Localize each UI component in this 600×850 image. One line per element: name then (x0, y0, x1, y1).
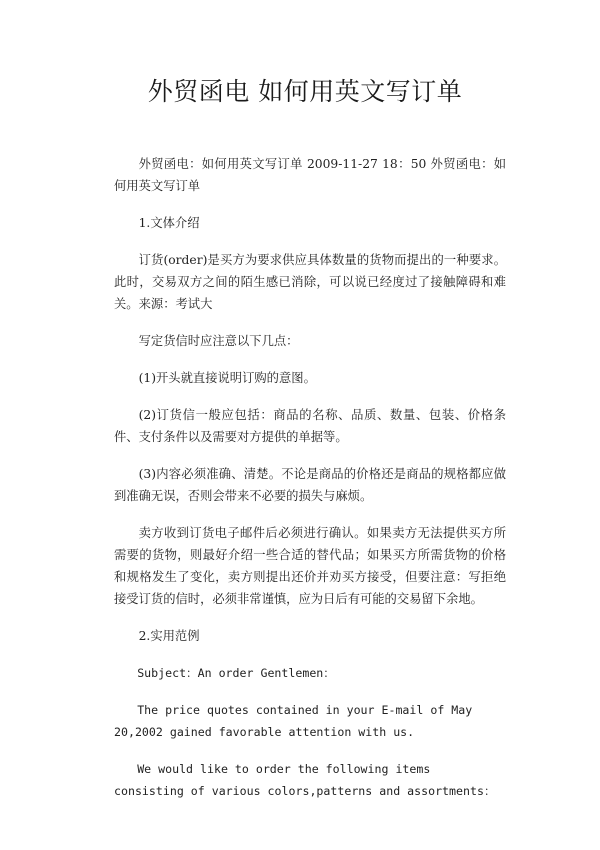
document-title: 外贸函电 如何用英文写订单 (147, 77, 463, 106)
order-definition-paragraph: 订货(order)是买方为要求供应具体数量的货物而提出的一种要求。此时，交易双方之间的陌生感已消除，可以说已经度过了接触障碍和难关。来源：考试大 (114, 253, 506, 311)
note-item-1: (1)开头就直接说明订购的意图。 (138, 371, 316, 385)
example-subject-line: Subject：An order Gentlemen： (137, 666, 335, 680)
section-heading-examples: 2.实用范例 (138, 629, 200, 643)
section-heading-style-intro: 1.文体介绍 (138, 216, 200, 230)
example-paragraph-1: The price quotes contained in your E-mail of May 20,2002 gained favorable attention with us. (114, 703, 473, 739)
example-paragraph-2: We would like to order the following items consisting of various colors,patterns and assortments： (114, 762, 496, 798)
seller-confirmation-paragraph: 卖方收到订货电子邮件后必须进行确认。如果卖方无法提供买方所需要的货物，则最好介绍一些合适的替代品；如果买方所需货物的价格和规格发生了变化，卖方则提出还价并劝买方接受，但要注意：写拒绝接受订货的信时，必须非常谨慎，应为日后有可能的交易留下余地。 (114, 526, 506, 606)
note-item-2: (2)订货信一般应包括：商品的名称、品质、数量、包装、价格条件、支付条件以及需要对方提供的单据等。 (114, 408, 506, 444)
intro-paragraph: 外贸函电：如何用英文写订单 2009-11-27 18：50 外贸函电：如何用英文写订单 (114, 157, 506, 193)
note-item-3: (3)内容必须准确、清楚。不论是商品的价格还是商品的规格都应做到准确无误，否则会带来不必要的损失与麻烦。 (114, 467, 506, 503)
notes-lead-paragraph: 写定货信时应注意以下几点： (138, 334, 299, 348)
document-body (114, 153, 506, 802)
